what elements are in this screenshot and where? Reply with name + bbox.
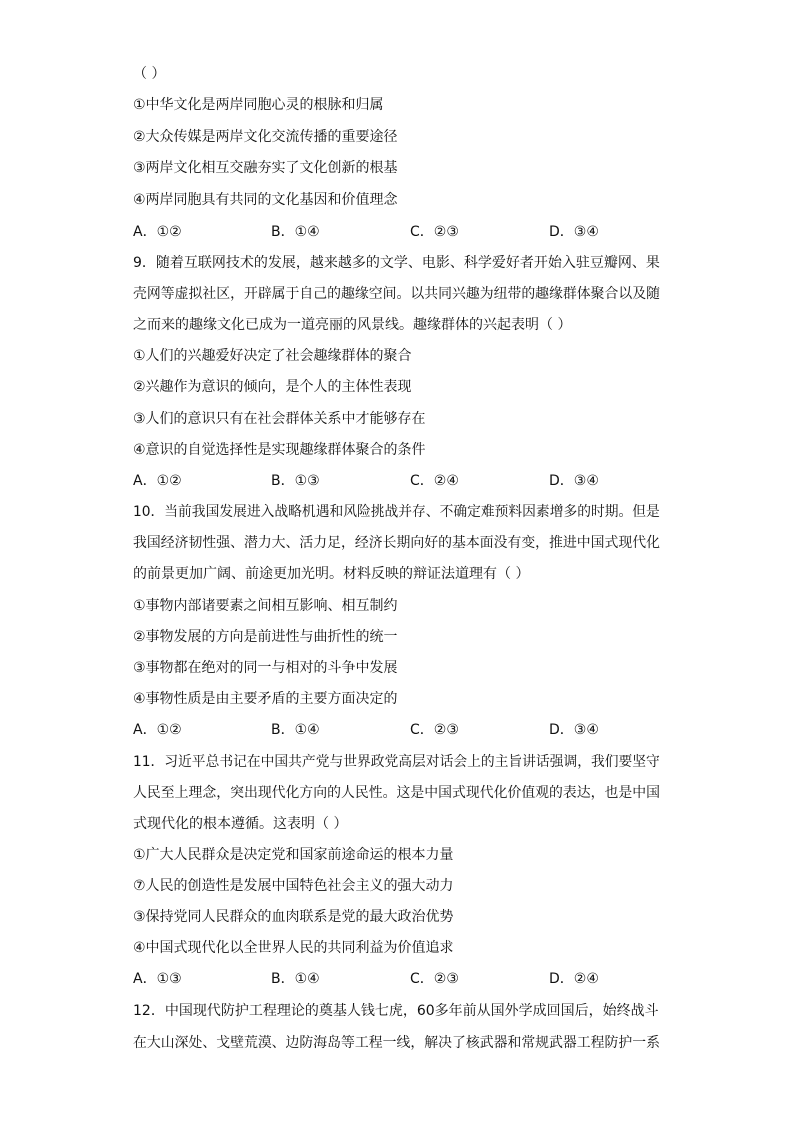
q10-stem-line-2: 我国经济韧性强、潜力大、活力足，经济长期向好的基本面没有变，推进中国式现代化 bbox=[133, 535, 660, 551]
q9-stem-line-3: 之而来的趣缘文化已成为一道亮丽的风景线。趣缘群体的兴起表明（ ） bbox=[133, 317, 572, 333]
q10-option-a: A．①② bbox=[133, 722, 182, 738]
q8-option-a: A．①② bbox=[133, 224, 182, 240]
q11-option-d: D．②④ bbox=[549, 971, 599, 987]
q11-option-b: B．①④ bbox=[271, 971, 320, 987]
q11-statement-4: ④中国式现代化以全世界人民的共同利益为价值追求 bbox=[133, 940, 454, 956]
q9-option-a: A．①② bbox=[133, 473, 182, 489]
q10-statement-2: ②事物发展的方向是前进性与曲折性的统一 bbox=[133, 629, 398, 645]
q11-statement-2: ⑦人民的创造性是发展中国特色社会主义的强大动力 bbox=[133, 878, 454, 894]
q9-option-c: C．②④ bbox=[410, 473, 459, 489]
q9-stem-line-2: 壳网等虚拟社区，开辟属于自己的趣缘空间。以共同兴趣为纽带的趣缘群体聚合以及随 bbox=[133, 286, 660, 302]
q12-stem-line-1: 12．中国现代防护工程理论的奠基人钱七虎，60多年前从国外学成回国后，始终战斗 bbox=[133, 1003, 659, 1019]
q9-statement-3: ③人们的意识只有在社会群体关系中才能够存在 bbox=[133, 411, 426, 427]
q8-statement-3: ③两岸文化相互交融夯实了文化创新的根基 bbox=[133, 160, 398, 176]
q11-stem-line-2: 人民至上理念，突出现代化方向的人民性。这是中国式现代化价值观的表达，也是中国 bbox=[133, 785, 660, 801]
q11-option-a: A．①③ bbox=[133, 971, 182, 987]
q9-stem-line-1: 9．随着互联网技术的发展，越来越多的文学、电影、科学爱好者开始入驻豆瓣网、果 bbox=[133, 255, 660, 271]
q9-statement-1: ①人们的兴趣爱好决定了社会趣缘群体的聚合 bbox=[133, 348, 412, 364]
q10-option-b: B．①④ bbox=[271, 722, 320, 738]
q8-stem-end: （ ） bbox=[133, 66, 166, 82]
q10-statement-1: ①事物内部诸要素之间相互影响、相互制约 bbox=[133, 598, 398, 614]
q11-option-c: C．②③ bbox=[410, 971, 459, 987]
q12-stem-line-2: 在大山深处、戈壁荒漠、边防海岛等工程一线，解决了核武器和常规武器工程防护一系 bbox=[133, 1035, 660, 1051]
q11-stem-line-3: 式现代化的根本遵循。这表明（ ） bbox=[133, 816, 348, 832]
q11-statement-1: ①广大人民群众是决定党和国家前途命运的根本力量 bbox=[133, 847, 454, 863]
q10-stem-line-3: 的前景更加广阔、前途更加光明。材料反映的辩证法道理有（ ） bbox=[133, 566, 530, 582]
q8-option-c: C．②③ bbox=[410, 224, 459, 240]
q8-statement-2: ②大众传媒是两岸文化交流传播的重要途径 bbox=[133, 129, 398, 145]
q10-statement-3: ③事物都在绝对的同一与相对的斗争中发展 bbox=[133, 660, 398, 676]
q10-option-d: D．③④ bbox=[549, 722, 599, 738]
q8-option-b: B．①④ bbox=[271, 224, 320, 240]
q11-stem-line-1: 11．习近平总书记在中国共产党与世界政党高层对话会上的主旨讲话强调，我们要坚守 bbox=[133, 754, 660, 770]
q9-option-b: B．①③ bbox=[271, 473, 320, 489]
q10-statement-4: ④事物性质是由主要矛盾的主要方面决定的 bbox=[133, 691, 398, 707]
q10-stem-line-1: 10．当前我国发展进入战略机遇和风险挑战并存、不确定难预料因素增多的时期。但是 bbox=[133, 504, 660, 520]
q8-option-d: D．③④ bbox=[549, 224, 599, 240]
q10-option-c: C．②③ bbox=[410, 722, 459, 738]
q9-statement-2: ②兴趣作为意识的倾向，是个人的主体性表现 bbox=[133, 379, 412, 395]
q9-statement-4: ④意识的自觉选择性是实现趣缘群体聚合的条件 bbox=[133, 442, 426, 458]
q9-option-d: D．③④ bbox=[549, 473, 599, 489]
q8-statement-4: ④两岸同胞具有共同的文化基因和价值理念 bbox=[133, 192, 398, 208]
q8-statement-1: ①中华文化是两岸同胞心灵的根脉和归属 bbox=[133, 97, 384, 113]
q11-statement-3: ③保持党同人民群众的血肉联系是党的最大政治优势 bbox=[133, 909, 454, 925]
